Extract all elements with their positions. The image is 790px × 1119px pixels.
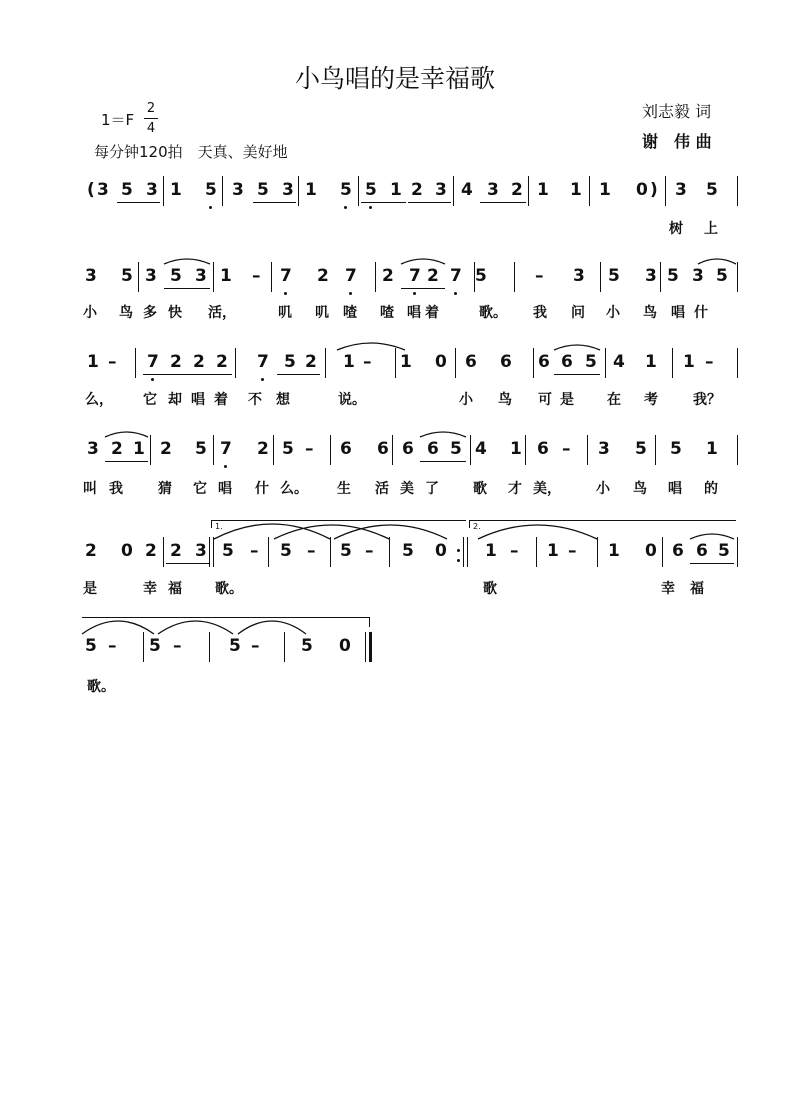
lyric-syllable: 活， (208, 305, 236, 321)
note: – (108, 352, 117, 372)
note: 2 (193, 352, 205, 372)
note: – (705, 352, 714, 372)
note: 1 (400, 352, 412, 372)
note: 2 (170, 541, 182, 561)
note: 4 (475, 439, 487, 459)
lyric-syllable: 鸟 (119, 305, 133, 321)
note: 7 (257, 352, 269, 372)
lyric-syllable: 才 (508, 481, 522, 497)
note: – (307, 541, 316, 561)
lyric-syllable: 上 (704, 221, 718, 237)
note: 7 (220, 439, 232, 459)
lyric-syllable: 说。 (338, 392, 366, 408)
note: 5 (301, 636, 313, 656)
lyric-syllable: 鸟 (643, 305, 657, 321)
note: ) (650, 180, 658, 200)
lyric-syllable: 歌 (483, 581, 497, 597)
note: – (510, 541, 519, 561)
note: 3 (87, 439, 99, 459)
note: – (305, 439, 314, 459)
note: – (250, 541, 259, 561)
note: 5 (170, 266, 182, 286)
slur (158, 621, 233, 634)
lyric-syllable: 着 (214, 392, 228, 408)
lyric-syllable: 福 (690, 581, 704, 597)
lyric-syllable: 快 (168, 305, 182, 321)
note: 3 (97, 180, 109, 200)
note: 5 (229, 636, 241, 656)
lyric-syllable: 是 (83, 581, 97, 597)
lyric-syllable: 美， (533, 481, 561, 497)
note: 5 (716, 266, 728, 286)
note: 2 (305, 352, 317, 372)
note: 5 (85, 636, 97, 656)
note: 5 (340, 541, 352, 561)
slur (690, 534, 734, 539)
note: 1 (390, 180, 402, 200)
lyric-syllable: 歌 (473, 481, 487, 497)
note: 2 (170, 352, 182, 372)
note: 5 (284, 352, 296, 372)
note: 1 (305, 180, 317, 200)
note: 1 (87, 352, 99, 372)
volta-2-number: 2. (473, 522, 481, 531)
note: 3 (85, 266, 97, 286)
note: 5 (149, 636, 161, 656)
lyric-syllable: 幸 (143, 581, 157, 597)
note: 3 (692, 266, 704, 286)
slur (164, 259, 210, 264)
note: 2 (160, 439, 172, 459)
note: 2 (257, 439, 269, 459)
note: 7 (345, 266, 357, 286)
volta-1-number: 1. (215, 522, 223, 531)
lyric-syllable: 幸 (661, 581, 675, 597)
note: 5 (282, 439, 294, 459)
lyric-syllable: 在 (607, 392, 621, 408)
lyric-syllable: 的 (704, 481, 718, 497)
note: 6 (672, 541, 684, 561)
lyric-syllable: 鸟 (633, 481, 647, 497)
note: 2 (85, 541, 97, 561)
note: 3 (487, 180, 499, 200)
note: 1 (220, 266, 232, 286)
note: 3 (146, 180, 158, 200)
lyric-syllable: 什 (694, 305, 708, 321)
lyric-syllable: 我？ (693, 392, 721, 408)
note: 3 (232, 180, 244, 200)
note: 2 (427, 266, 439, 286)
lyric-syllable: 想 (276, 392, 290, 408)
song-title: 小鸟唱的是幸福歌 (294, 64, 495, 93)
lyric-syllable: 树 (669, 221, 683, 237)
lyric-syllable: 考 (644, 392, 658, 408)
note: 3 (435, 180, 447, 200)
note: 5 (608, 266, 620, 286)
note: 5 (402, 541, 414, 561)
time-signature-top: 2 (146, 101, 156, 116)
note: 5 (205, 180, 217, 200)
lyricist-credit: 刘志毅 词 (642, 102, 712, 121)
key-signature: 1＝F (101, 111, 135, 129)
lyric-syllable: 是 (560, 392, 574, 408)
note: 6 (340, 439, 352, 459)
note: 6 (538, 352, 550, 372)
lyric-syllable: 歌。 (87, 679, 115, 695)
note: 5 (365, 180, 377, 200)
note: 1 (133, 439, 145, 459)
lyric-syllable: 唱 (407, 305, 421, 321)
note: 2 (145, 541, 157, 561)
lyric-syllable: 鸟 (498, 392, 512, 408)
lyric-syllable: 叽 (278, 305, 292, 321)
note: 5 (670, 439, 682, 459)
note: 0 (435, 541, 447, 561)
lyric-syllable: 小 (596, 481, 610, 497)
note: 1 (608, 541, 620, 561)
note: 7 (147, 352, 159, 372)
note: 5 (475, 266, 487, 286)
note: 1 (170, 180, 182, 200)
lyric-syllable: 小 (459, 392, 473, 408)
note: 1 (343, 352, 355, 372)
slur (401, 259, 445, 264)
note: 3 (645, 266, 657, 286)
lyric-syllable: 喳 (380, 305, 394, 321)
note: 3 (195, 541, 207, 561)
lyric-syllable: 歌。 (479, 305, 507, 321)
note: – (568, 541, 577, 561)
note: 5 (121, 180, 133, 200)
lyric-syllable: 歌。 (215, 581, 243, 597)
lyric-syllable: 可 (538, 392, 552, 408)
note: – (562, 439, 571, 459)
note: 6 (561, 352, 573, 372)
note: 2 (317, 266, 329, 286)
lyric-syllable: 生 (337, 481, 351, 497)
note: 5 (706, 180, 718, 200)
lyric-syllable: 不 (248, 392, 262, 408)
lyric-syllable: 问 (571, 305, 585, 321)
note: 4 (613, 352, 625, 372)
lyric-syllable: 福 (168, 581, 182, 597)
note: 2 (382, 266, 394, 286)
note: 1 (570, 180, 582, 200)
note: 2 (216, 352, 228, 372)
lyric-syllable: 唱 (218, 481, 232, 497)
note: 3 (675, 180, 687, 200)
note: 5 (257, 180, 269, 200)
lyric-syllable: 它 (193, 481, 207, 497)
note: 6 (377, 439, 389, 459)
note: 1 (537, 180, 549, 200)
lyric-syllable: 我 (109, 481, 123, 497)
note: 3 (598, 439, 610, 459)
note: 3 (573, 266, 585, 286)
note: 6 (537, 439, 549, 459)
lyric-syllable: 么。 (280, 481, 308, 497)
note: 5 (280, 541, 292, 561)
note: – (251, 636, 260, 656)
lyric-syllable: 我 (533, 305, 547, 321)
note: 1 (510, 439, 522, 459)
lyric-syllable: 活 (375, 481, 389, 497)
note: 6 (500, 352, 512, 372)
note: 3 (145, 266, 157, 286)
lyric-syllable: 什 (255, 481, 269, 497)
tempo-marking: 每分钟120拍 天真、美好地 (94, 143, 288, 161)
lyric-syllable: 它 (143, 392, 157, 408)
note: – (363, 352, 372, 372)
lyric-syllable: 叽 (315, 305, 329, 321)
note: 0 (636, 180, 648, 200)
note: 6 (465, 352, 477, 372)
slur (105, 432, 148, 437)
note: 4 (461, 180, 473, 200)
note: 5 (718, 541, 730, 561)
lyric-syllable: 唱 (671, 305, 685, 321)
note: 3 (282, 180, 294, 200)
slur (698, 259, 736, 264)
note: 0 (121, 541, 133, 561)
lyric-syllable: 了 (425, 481, 439, 497)
lyric-syllable: 猜 (158, 481, 172, 497)
lyric-syllable: 小 (83, 305, 97, 321)
note: – (173, 636, 182, 656)
note: 1 (706, 439, 718, 459)
slur (478, 525, 597, 539)
note: 3 (195, 266, 207, 286)
note: 7 (409, 266, 421, 286)
composer-credit: 谢 伟 曲 (642, 132, 712, 151)
note: 5 (222, 541, 234, 561)
lyric-syllable: 唱 (191, 392, 205, 408)
lyric-syllable: 着 (425, 305, 439, 321)
slur (337, 343, 405, 350)
note: 7 (280, 266, 292, 286)
note: 2 (111, 439, 123, 459)
note: 0 (645, 541, 657, 561)
lyric-syllable: 小 (606, 305, 620, 321)
time-signature-bottom: 4 (146, 121, 156, 136)
note: – (252, 266, 261, 286)
slur (420, 432, 466, 437)
note: 0 (435, 352, 447, 372)
note: 7 (450, 266, 462, 286)
note: 5 (450, 439, 462, 459)
lyric-syllable: 唱 (668, 481, 682, 497)
note: 5 (635, 439, 647, 459)
note: 0 (339, 636, 351, 656)
lyric-syllable: 美 (400, 481, 414, 497)
note: 1 (485, 541, 497, 561)
note: 5 (340, 180, 352, 200)
note: 1 (599, 180, 611, 200)
slur (82, 621, 154, 634)
note: 1 (547, 541, 559, 561)
note: 6 (427, 439, 439, 459)
lyric-syllable: 喳 (343, 305, 357, 321)
note: 1 (645, 352, 657, 372)
note: 2 (411, 180, 423, 200)
lyric-syllable: 却 (168, 392, 182, 408)
note: 2 (511, 180, 523, 200)
note: 5 (121, 266, 133, 286)
lyric-syllable: 多 (143, 305, 157, 321)
note: 5 (585, 352, 597, 372)
note: – (365, 541, 374, 561)
note: ( (87, 180, 95, 200)
note: 5 (667, 266, 679, 286)
note: – (108, 636, 117, 656)
slur (554, 345, 600, 350)
note: 6 (696, 541, 708, 561)
note: 6 (402, 439, 414, 459)
note: 5 (195, 439, 207, 459)
lyric-syllable: 么， (85, 392, 113, 408)
note: 1 (683, 352, 695, 372)
note: – (535, 266, 544, 286)
slur (238, 621, 306, 634)
lyric-syllable: 叫 (83, 481, 97, 497)
